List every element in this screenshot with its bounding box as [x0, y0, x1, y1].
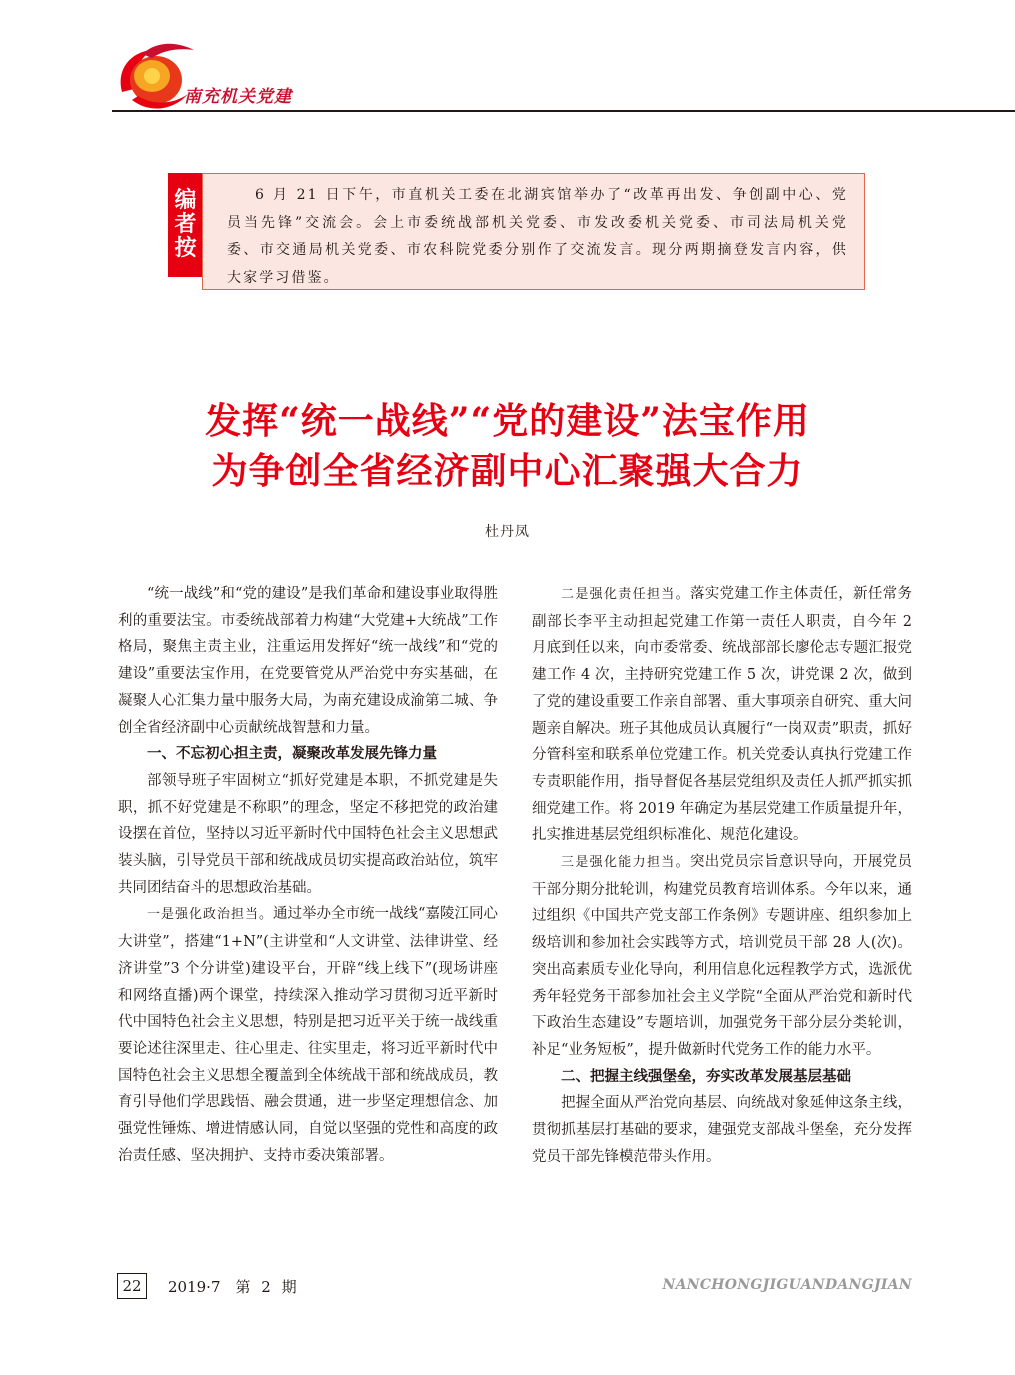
section-heading: 二、把握主线强堡垒，夯实改革发展基层基础	[561, 1068, 851, 1085]
paragraph: 把握全面从严治党向基层、向统战对象延伸这条主线，贯彻抓基层打基础的要求，建强党支部战斗堡垒，充分发挥党员干部先锋模范带头作用。	[532, 1095, 912, 1165]
editor-note-label-char: 按	[174, 236, 197, 261]
editor-note-label-char: 编	[174, 188, 197, 213]
article-right-column	[532, 581, 912, 1170]
article-title-line-2: 为争创全省经济副中心汇聚强大合力	[211, 450, 804, 492]
paragraph-lead: 二是强化责任担当。	[561, 587, 690, 602]
paragraph	[118, 901, 498, 1169]
paragraph-body: 通过举办全市统一战线“嘉陵江同心大讲堂”，搭建“1+N”(主讲堂和“人文讲堂、法律讲堂、经济讲堂”3 个分讲堂)建设平台，开辟“线上线下”(现场讲座和网络直播)两个课堂，持续深入推动学习贯彻习近平新时代中国特色社会主义思想，特别是把习近平关于统一战线重要论述往深里走、往心里走、往实里走，将习近平新时代中国特色社会主义思想全覆盖到全体统战干部和统战成员，教育引导他们学思践悟、融会贯通，进一步坚定理想信念、加强党性锤炼、增进情感认同，自觉以坚强的党性和高度的政治责任感、坚决拥护、支持市委决策部署。	[118, 906, 498, 1164]
paragraph-body: 突出党员宗旨意识导向，开展党员干部分期分批轮训，构建党员教育培训体系。今年以来，通过组织《中国共产党支部工作条例》专题讲座、组织参加上级培训和参加社会实践等方式，培训党员干部 28 人(次)。突出高素质专业化导向，利用信息化远程教学方式，选派优秀年轻党务干部参加社会主义学院“全面从严治党和新时代下政治生态建设”专题培训，加强党务干部分层分类轮训，补足“业务短板”，提升做新时代党务工作的能力水平。	[532, 854, 912, 1058]
editor-note-label	[168, 173, 203, 277]
paragraph-body: 落实党建工作主体责任，新任常务副部长李平主动担起党建工作第一责任人职责，自今年 2 月底到任以来，向市委常委、统战部部长廖伦志专题汇报党建工作 4 次，主持研究党建工作 5 次，讲党课 2 次，做到了党的建设重要工作亲自部署、重大事项亲自研究、重大问题亲自解决。班子其他成员认真履行“一岗双责”职责，抓好分管科室和联系单位党建工作。机关党委认真执行党建工作专责职能作用，指导督促各基层党组织及责任人抓严抓实抓细党建工作。将 2019 年确定为基层党建工作质量提升年，扎实推进基层党组织标准化、规范化建设。	[532, 586, 912, 844]
paragraph: 部领导班子牢固树立“抓好党建是本职，不抓党建是失职，抓不好党建是不称职”的理念，坚定不移把党的政治建设摆在首位，坚持以习近平新时代中国特色社会主义思想武装头脑，引导党员干部和统战成员切实提高政治站位，筑牢共同团结奋斗的思想政治基础。	[118, 772, 498, 896]
issue-info: 2019·7 第 2 期	[168, 1278, 297, 1296]
editor-note-box	[202, 173, 865, 290]
magazine-name: 南充机关党建	[184, 87, 292, 107]
page-number: 22	[117, 1273, 147, 1299]
paragraph-lead: 三是强化能力担当。	[561, 855, 690, 871]
header-divider	[112, 110, 1015, 112]
paragraph	[532, 849, 912, 1064]
paragraph: “统一战线”和“党的建设”是我们革命和建设事业取得胜利的重要法宝。市委统战部着力构建“大党建+大统战”工作格局，聚焦主责主业，注重运用发挥好“统一战线”和“党的建设”重要法宝作用，在党要管党从严治党中夯实基础，在凝聚人心汇集力量中服务大局，为南充建设成渝第二城、争创全省经济副中心贡献统战智慧和力量。	[118, 586, 498, 736]
section-heading: 一、不忘初心担主责，凝聚改革发展先锋力量	[147, 746, 437, 763]
paragraph	[532, 581, 912, 849]
article-author: 杜丹凤	[485, 524, 530, 540]
article-title-line-1: 发挥“统一战线”“党的建设”法宝作用	[205, 400, 810, 442]
magazine-pinyin: NANCHONGJIGUANDANGJIAN	[662, 1277, 912, 1293]
editor-note-label-char: 者	[174, 212, 197, 237]
paragraph-lead: 一是强化政治担当。	[147, 907, 274, 923]
article-left-column	[118, 581, 498, 1169]
editor-note-text: 6 月 21 日下午，市直机关工委在北湖宾馆举办了“改革再出发、争创副中心、党员当先锋”交流会。会上市委统战部机关党委、市发改委机关党委、市司法局机关党委、市交通局机关党委、市农科院党委分别作了交流发言。现分两期摘登发言内容，供大家学习借鉴。	[227, 187, 848, 286]
